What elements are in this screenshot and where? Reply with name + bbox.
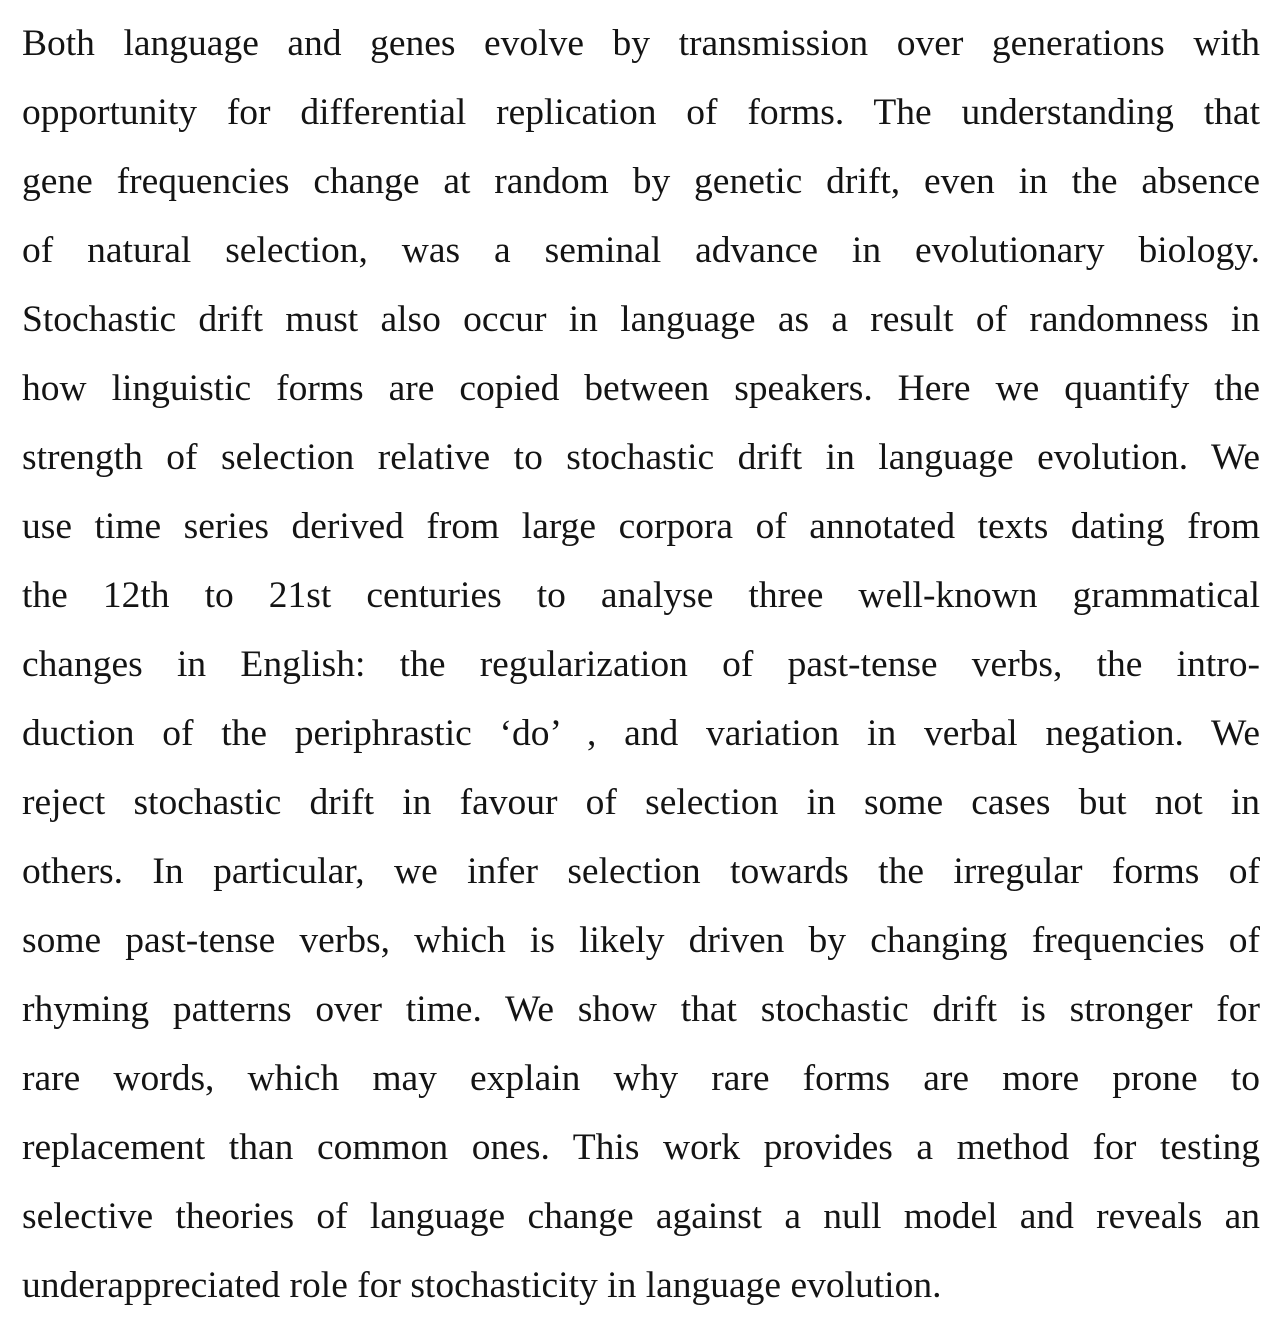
abstract-line: duction of the periphrastic ‘do’ , and variation in verbal negation. We <box>22 713 1260 754</box>
abstract-line: changes in English: the regularization of past-tense verbs, the intro- <box>22 644 1260 685</box>
abstract-line-last: underappreciated role for stochasticity in language evolution. <box>22 1265 942 1306</box>
abstract-line: strength of selection relative to stochastic drift in language evolution. We <box>22 437 1260 478</box>
abstract-line: Stochastic drift must also occur in language as a result of randomness in <box>22 299 1260 340</box>
abstract-line: replacement than common ones. This work provides a method for testing <box>22 1127 1260 1168</box>
abstract-line: of natural selection, was a seminal advance in evolutionary biology. <box>22 230 1260 271</box>
abstract-line: others. In particular, we infer selection towards the irregular forms of <box>22 851 1260 892</box>
abstract-line: rhyming patterns over time. We show that stochastic drift is stronger for <box>22 989 1260 1030</box>
abstract-line: use time series derived from large corpora of annotated texts dating from <box>22 506 1260 547</box>
abstract-line: rare words, which may explain why rare forms are more prone to <box>22 1058 1260 1099</box>
abstract-line: some past-tense verbs, which is likely driven by changing frequencies of <box>22 920 1260 961</box>
abstract-line: selective theories of language change against a null model and reveals an <box>22 1196 1260 1237</box>
abstract-line: the 12th to 21st centuries to analyse three well-known grammatical <box>22 575 1260 616</box>
abstract-line: opportunity for differential replication of forms. The understanding that <box>22 92 1260 133</box>
abstract-paragraph <box>22 9 1260 1320</box>
abstract-line: how linguistic forms are copied between speakers. Here we quantify the <box>22 368 1260 409</box>
abstract-line: reject stochastic drift in favour of selection in some cases but not in <box>22 782 1260 823</box>
abstract-line: gene frequencies change at random by genetic drift, even in the absence <box>22 161 1260 202</box>
abstract-line: Both language and genes evolve by transmission over generations with <box>22 23 1260 64</box>
